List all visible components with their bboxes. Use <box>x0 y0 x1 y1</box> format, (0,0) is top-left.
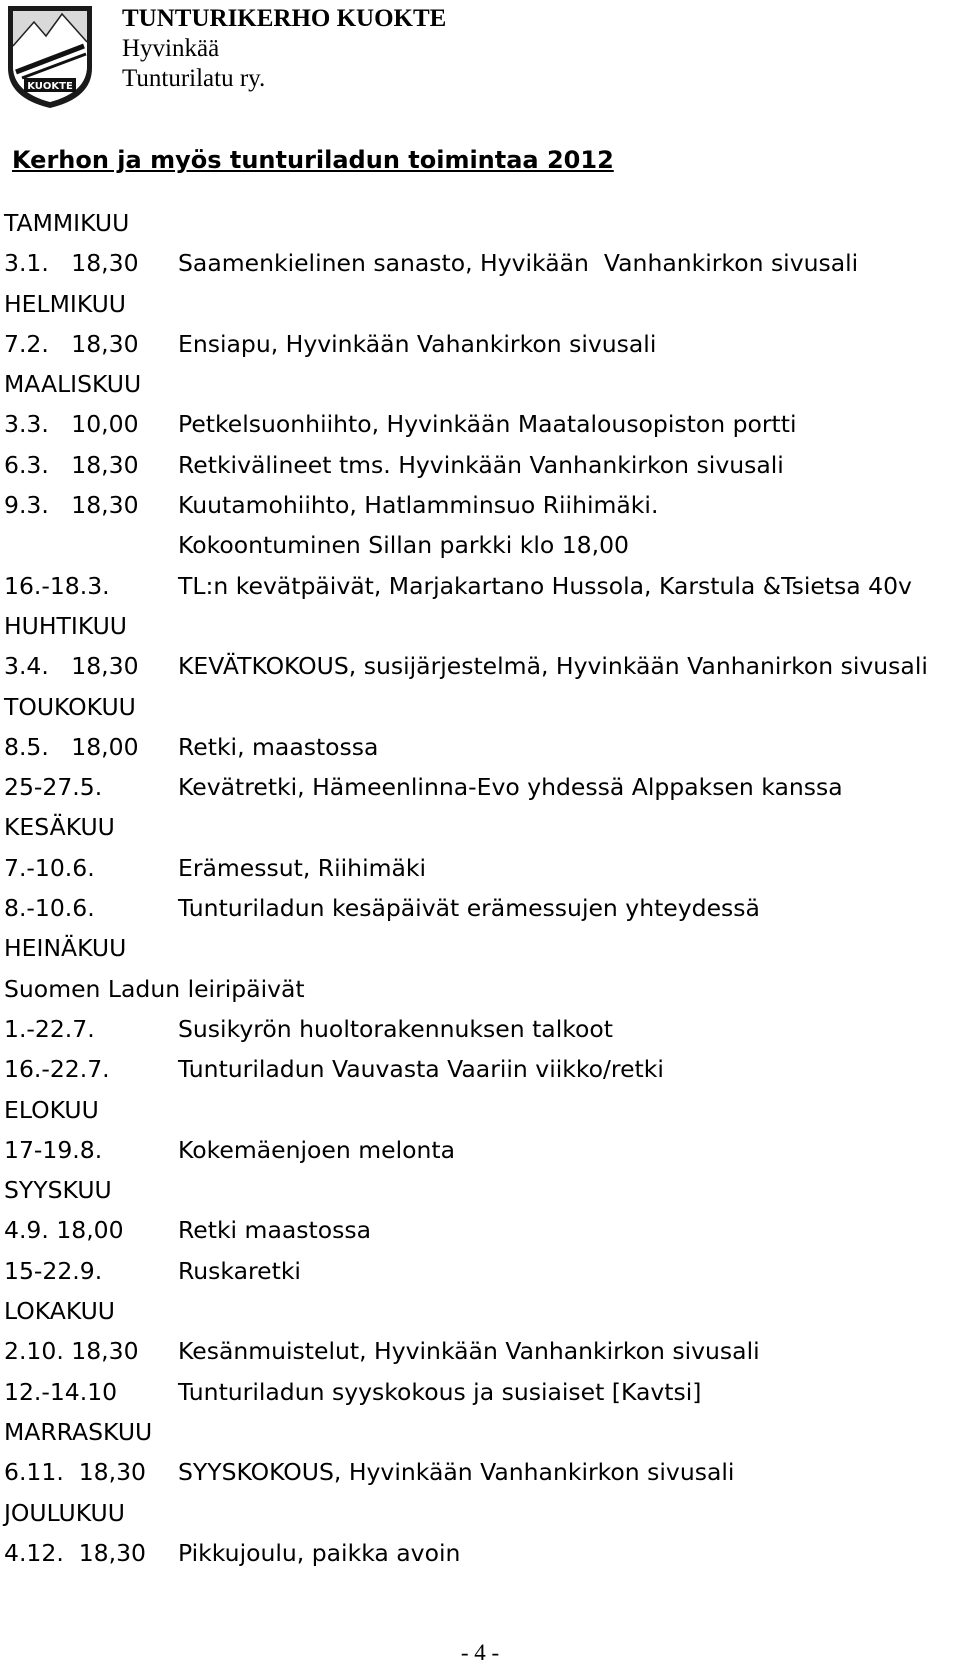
schedule-date: TAMMIKUU <box>4 209 130 237</box>
schedule-description: Kuutamohiihto, Hatlamminsuo Riihimäki. <box>178 491 659 520</box>
schedule-row <box>4 364 954 404</box>
schedule-date: 7.-10.6. <box>4 853 95 882</box>
schedule-row <box>4 485 954 525</box>
kuokte-logo-icon <box>2 2 98 110</box>
schedule-row <box>4 969 954 1009</box>
schedule-row <box>4 1210 954 1250</box>
schedule-row <box>4 848 954 888</box>
schedule-description: Tunturiladun Vauvasta Vaariin viikko/retki <box>178 1055 664 1084</box>
schedule-date: 4.9. 18,00 <box>4 1216 124 1245</box>
schedule-description: KEVÄTKOKOUS, susijärjestelmä, Hyvinkään Vanhanirkon sivusali <box>178 652 928 681</box>
schedule-description: Kokoontuminen Sillan parkki klo 18,00 <box>178 531 630 560</box>
schedule-row <box>4 404 954 444</box>
schedule-row <box>4 445 954 485</box>
schedule-row <box>4 1533 954 1573</box>
schedule-row <box>4 1170 954 1210</box>
organization-association: Tunturilatu ry. <box>122 65 266 92</box>
schedule-description: Tunturiladun syyskokous ja susiaiset [Kavtsi] <box>178 1377 702 1406</box>
schedule-date: HEINÄKUU <box>4 934 127 963</box>
organization-name: TUNTURIKERHO KUOKTE <box>122 5 447 32</box>
schedule-row <box>4 324 954 364</box>
schedule-row <box>4 1090 954 1130</box>
schedule-description: Kokemäenjoen melonta <box>178 1135 455 1164</box>
schedule-description: Petkelsuonhiihto, Hyvinkään Maatalousopiston portti <box>178 410 797 439</box>
schedule-row <box>4 1452 954 1492</box>
document-title: Kerhon ja myös tunturiladun toimintaa 2012 <box>12 146 614 174</box>
schedule-description: Tunturiladun kesäpäivät erämessujen yhteydessä <box>178 894 760 923</box>
schedule-date: 25-27.5. <box>4 773 103 802</box>
schedule-description: Saamenkielinen sanasto, Hyvikään Vanhankirkon sivusali <box>178 249 859 278</box>
schedule-date: Suomen Ladun leiripäivät <box>4 974 305 1003</box>
schedule-row <box>4 1493 954 1533</box>
schedule-row <box>4 646 954 686</box>
schedule-row <box>4 727 954 767</box>
schedule-date: 15-22.9. <box>4 1256 103 1285</box>
schedule-row <box>4 1009 954 1049</box>
schedule-row <box>4 243 954 283</box>
schedule-date: 17-19.8. <box>4 1135 103 1164</box>
schedule-description: Erämessut, Riihimäki <box>178 853 427 882</box>
schedule-description: TL:n kevätpäivät, Marjakartano Hussola, Karstula &Tsietsa 40v <box>178 571 912 600</box>
schedule-date: 3.3. 10,00 <box>4 410 139 439</box>
schedule-description: Pikkujoulu, paikka avoin <box>178 1538 461 1567</box>
schedule-description: Susikyrön huoltorakennuksen talkoot <box>178 1014 613 1043</box>
schedule-date: HELMIKUU <box>4 289 126 318</box>
activity-schedule <box>4 203 954 1573</box>
schedule-row <box>4 1049 954 1089</box>
schedule-row <box>4 203 954 243</box>
schedule-date: MAALISKUU <box>4 370 142 399</box>
page-header <box>2 2 482 112</box>
schedule-date: 6.11. 18,30 <box>4 1458 147 1487</box>
schedule-description: Kesänmuistelut, Hyvinkään Vanhankirkon sivusali <box>178 1337 760 1366</box>
schedule-date: 9.3. 18,30 <box>4 491 139 520</box>
schedule-description: Ruskaretki <box>178 1256 301 1285</box>
schedule-row <box>4 284 954 324</box>
schedule-description: Ensiapu, Hyvinkään Vahankirkon sivusali <box>178 329 657 358</box>
schedule-date: MARRASKUU <box>4 1417 153 1446</box>
schedule-description: Retkivälineet tms. Hyvinkään Vanhankirkon sivusali <box>178 450 784 479</box>
schedule-date: SYYSKUU <box>4 1176 112 1205</box>
schedule-date: KESÄKUU <box>4 813 115 842</box>
schedule-date: ELOKUU <box>4 1095 99 1124</box>
page-number: - 4 - <box>460 1640 500 1665</box>
schedule-date: 16.-22.7. <box>4 1055 110 1084</box>
schedule-date: 8.-10.6. <box>4 894 95 923</box>
schedule-date: HUHTIKUU <box>4 611 128 640</box>
schedule-row <box>4 525 954 565</box>
schedule-date: 3.1. 18,30 <box>4 249 139 278</box>
schedule-description: Retki, maastossa <box>178 732 379 761</box>
schedule-date: TOUKOKUU <box>4 692 136 721</box>
organization-block <box>122 4 446 94</box>
schedule-date: 7.2. 18,30 <box>4 329 139 358</box>
schedule-date: 16.-18.3. <box>4 571 110 600</box>
schedule-row <box>4 1291 954 1331</box>
schedule-description: Kevätretki, Hämeenlinna-Evo yhdessä Alppaksen kanssa <box>178 773 843 802</box>
schedule-date: 3.4. 18,30 <box>4 652 139 681</box>
schedule-date: 1.-22.7. <box>4 1014 95 1043</box>
schedule-description: SYYSKOKOUS, Hyvinkään Vanhankirkon sivusali <box>178 1458 735 1487</box>
schedule-date: 2.10. 18,30 <box>4 1337 139 1366</box>
schedule-date: 6.3. 18,30 <box>4 450 139 479</box>
schedule-description: Retki maastossa <box>178 1216 371 1245</box>
schedule-row <box>4 807 954 847</box>
schedule-row <box>4 1412 954 1452</box>
schedule-row <box>4 687 954 727</box>
schedule-row <box>4 606 954 646</box>
schedule-row <box>4 1331 954 1371</box>
schedule-row <box>4 1372 954 1412</box>
schedule-row <box>4 928 954 968</box>
schedule-date: LOKAKUU <box>4 1297 116 1326</box>
logo-text: KUOKTE <box>27 81 73 92</box>
schedule-row <box>4 566 954 606</box>
organization-city: Hyvinkää <box>122 35 220 62</box>
schedule-row <box>4 1251 954 1291</box>
schedule-row <box>4 888 954 928</box>
schedule-date: 12.-14.10 <box>4 1377 118 1406</box>
schedule-date: 4.12. 18,30 <box>4 1538 147 1567</box>
schedule-row <box>4 767 954 807</box>
schedule-date: 8.5. 18,00 <box>4 732 139 761</box>
schedule-row <box>4 1130 954 1170</box>
schedule-date: JOULUKUU <box>4 1498 125 1527</box>
